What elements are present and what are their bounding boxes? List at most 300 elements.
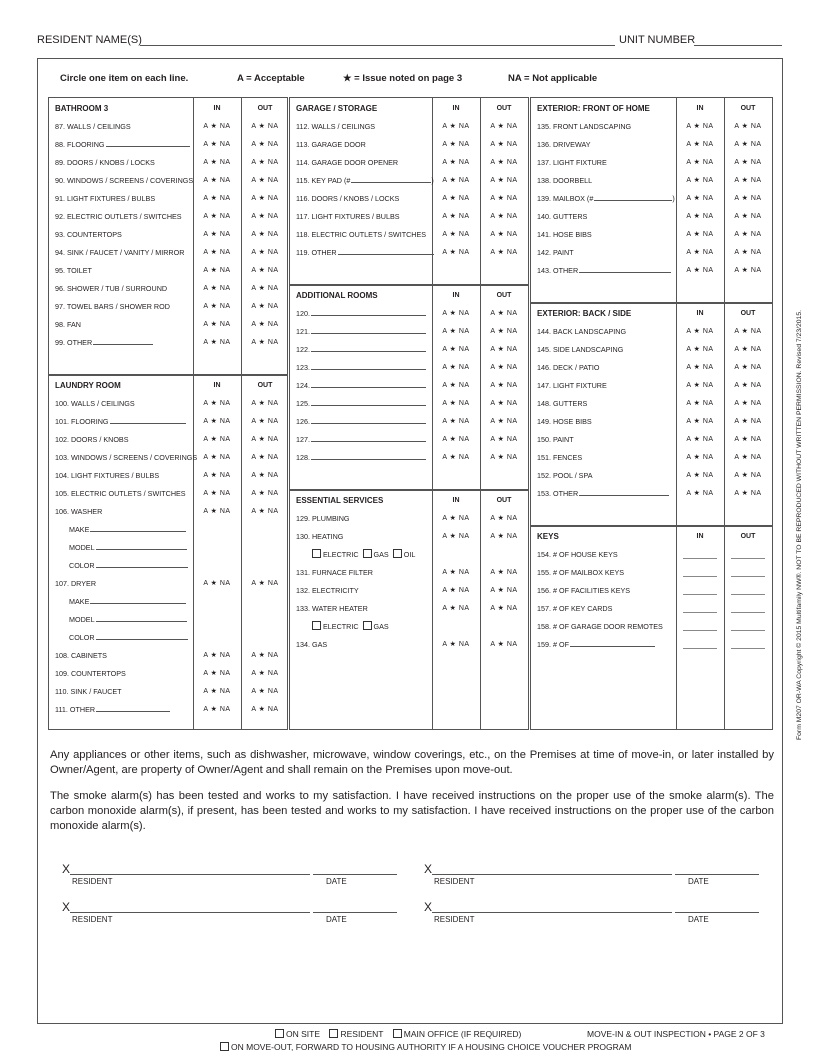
in-rating[interactable]: A ★ NA [442, 587, 470, 594]
write-in-line[interactable] [110, 414, 186, 424]
in-rating[interactable]: A ★ NA [442, 515, 470, 522]
section-divider [49, 374, 287, 376]
section-header [49, 377, 287, 395]
item-label: 151. FENCES [537, 453, 583, 462]
out-count-field[interactable] [731, 576, 765, 577]
out-rating[interactable]: A ★ NA [490, 364, 518, 371]
in-rating[interactable]: A ★ NA [686, 195, 714, 202]
in-rating[interactable]: A ★ NA [686, 231, 714, 238]
out-rating[interactable]: A ★ NA [251, 321, 279, 328]
write-in-line[interactable] [311, 396, 426, 406]
checklist-row [531, 118, 772, 136]
in-rating[interactable]: A ★ NA [442, 213, 470, 220]
in-rating[interactable]: A ★ NA [203, 249, 231, 256]
in-rating[interactable]: A ★ NA [686, 328, 714, 335]
item-label: 154. # OF HOUSE KEYS [537, 550, 618, 559]
option-label: GAS [373, 550, 389, 559]
item-label: 110. SINK / FAUCET [55, 687, 122, 696]
item-label: 104. LIGHT FIXTURES / BULBS [55, 471, 160, 480]
checklist-row [531, 582, 772, 600]
checklist-row [49, 413, 287, 431]
item-label: 119. OTHER [296, 244, 434, 262]
item-label: 128. [296, 449, 426, 467]
write-in-line[interactable] [351, 173, 431, 183]
item-label: 92. ELECTRIC OUTLETS / SWITCHES [55, 212, 182, 221]
checklist-row [531, 341, 772, 359]
item-label: 144. BACK LANDSCAPING [537, 327, 627, 336]
section-title: ESSENTIAL SERVICES [296, 496, 384, 505]
in-column-header: IN [452, 105, 460, 112]
write-in-line[interactable] [96, 558, 188, 568]
date-line[interactable] [313, 874, 397, 875]
out-rating[interactable]: A ★ NA [490, 454, 518, 461]
item-label: 106. WASHER [55, 507, 103, 516]
in-rating[interactable]: A ★ NA [686, 249, 714, 256]
in-rating[interactable]: A ★ NA [442, 346, 470, 353]
date-label: DATE [326, 915, 347, 924]
write-in-line[interactable] [311, 342, 426, 352]
out-count-field[interactable] [731, 630, 765, 631]
write-in-line[interactable] [96, 540, 187, 550]
in-rating[interactable]: A ★ NA [442, 382, 470, 389]
out-rating[interactable]: A ★ NA [734, 382, 762, 389]
resident-label: RESIDENT [72, 877, 113, 886]
item-label: 105. ELECTRIC OUTLETS / SWITCHES [55, 489, 186, 498]
out-rating[interactable]: A ★ NA [734, 141, 762, 148]
item-label: 109. COUNTERTOPS [55, 669, 126, 678]
in-rating[interactable]: A ★ NA [442, 249, 470, 256]
out-column-header: OUT [740, 533, 756, 540]
in-rating[interactable]: A ★ NA [442, 569, 470, 576]
write-in-line[interactable] [579, 263, 671, 273]
out-rating[interactable]: A ★ NA [251, 267, 279, 274]
main-office-label: MAIN OFFICE (IF REQUIRED) [403, 1029, 522, 1039]
resident-signature-line[interactable] [70, 874, 310, 875]
out-column-header: OUT [496, 497, 512, 504]
out-rating[interactable]: A ★ NA [734, 213, 762, 220]
checklist-row [49, 701, 287, 719]
out-rating[interactable]: A ★ NA [251, 706, 279, 713]
forward-checkbox[interactable] [220, 1042, 229, 1051]
in-rating[interactable]: A ★ NA [203, 141, 231, 148]
write-in-line[interactable] [90, 594, 186, 604]
in-rating[interactable]: A ★ NA [442, 123, 470, 130]
in-rating[interactable]: A ★ NA [203, 231, 231, 238]
write-in-line[interactable] [311, 306, 426, 316]
item-label: 155. # OF MAILBOX KEYS [537, 568, 625, 577]
item-label: 135. FRONT LANDSCAPING [537, 122, 632, 131]
out-rating[interactable]: A ★ NA [490, 605, 518, 612]
write-in-line[interactable] [93, 335, 153, 345]
out-rating[interactable]: A ★ NA [734, 159, 762, 166]
main-office-checkbox[interactable] [393, 1029, 402, 1038]
in-rating[interactable]: A ★ NA [442, 177, 470, 184]
option-checkbox[interactable] [363, 621, 372, 630]
write-in-line[interactable] [311, 450, 426, 460]
in-rating[interactable]: A ★ NA [203, 706, 231, 713]
out-rating[interactable]: A ★ NA [734, 123, 762, 130]
signature-x: X [424, 900, 433, 914]
item-label: 145. SIDE LANDSCAPING [537, 345, 624, 354]
in-rating[interactable]: A ★ NA [203, 436, 231, 443]
on-site-checkbox[interactable] [275, 1029, 284, 1038]
item-label: 112. WALLS / CEILINGS [296, 122, 376, 131]
out-rating[interactable]: A ★ NA [490, 123, 518, 130]
out-rating[interactable]: A ★ NA [734, 400, 762, 407]
item-label: 103. WINDOWS / SCREENS / COVERINGS [55, 453, 198, 462]
checklist-row [49, 154, 287, 172]
out-rating[interactable]: A ★ NA [251, 490, 279, 497]
item-label: 148. GUTTERS [537, 399, 588, 408]
resident-signature-line[interactable] [70, 912, 310, 913]
out-rating[interactable]: A ★ NA [251, 400, 279, 407]
in-rating[interactable]: A ★ NA [442, 533, 470, 540]
write-in-line[interactable] [96, 702, 170, 712]
in-rating[interactable]: A ★ NA [203, 670, 231, 677]
unit-number-label: UNIT NUMBER [619, 34, 696, 46]
write-in-line[interactable] [106, 137, 190, 147]
item-label: 138. DOORBELL [537, 176, 593, 185]
checklist-row [49, 298, 287, 316]
out-rating[interactable]: A ★ NA [490, 177, 518, 184]
out-rating[interactable]: A ★ NA [734, 436, 762, 443]
out-count-field[interactable] [731, 648, 765, 649]
in-rating[interactable]: A ★ NA [686, 364, 714, 371]
out-rating[interactable]: A ★ NA [490, 195, 518, 202]
in-rating[interactable]: A ★ NA [442, 141, 470, 148]
write-in-line[interactable] [311, 432, 426, 442]
item-label: 90. WINDOWS / SCREENS / COVERINGS [55, 176, 194, 185]
date-line[interactable] [313, 912, 397, 913]
out-rating[interactable]: A ★ NA [251, 123, 279, 130]
item-label: 93. COUNTERTOPS [55, 230, 122, 239]
in-rating[interactable]: A ★ NA [686, 454, 714, 461]
out-rating[interactable]: A ★ NA [734, 490, 762, 497]
item-label: 122. [296, 341, 426, 359]
in-rating[interactable]: A ★ NA [686, 159, 714, 166]
in-rating[interactable]: A ★ NA [686, 436, 714, 443]
checklist-row [290, 449, 528, 467]
item-label: 117. LIGHT FIXTURES / BULBS [296, 212, 400, 221]
out-rating[interactable]: A ★ NA [251, 303, 279, 310]
item-label: 156. # OF FACILITIES KEYS [537, 586, 631, 595]
out-rating[interactable]: A ★ NA [734, 267, 762, 274]
checklist-row [531, 600, 772, 618]
item-label: 124. [296, 377, 426, 395]
checklist-row [290, 118, 528, 136]
item-label [312, 618, 393, 636]
date-label: DATE [688, 877, 709, 886]
column-bathroom-laundry [48, 97, 288, 730]
in-rating[interactable]: A ★ NA [203, 285, 231, 292]
in-rating[interactable]: A ★ NA [686, 346, 714, 353]
in-rating[interactable]: A ★ NA [442, 364, 470, 371]
in-rating[interactable]: A ★ NA [203, 400, 231, 407]
checklist-row [290, 528, 528, 546]
in-rating[interactable]: A ★ NA [203, 418, 231, 425]
out-rating[interactable]: A ★ NA [251, 418, 279, 425]
write-in-line[interactable] [594, 191, 672, 201]
checklist-row [531, 485, 772, 503]
out-rating[interactable]: A ★ NA [490, 418, 518, 425]
in-rating[interactable]: A ★ NA [686, 382, 714, 389]
write-in-line[interactable] [90, 522, 186, 532]
item-label: 118. ELECTRIC OUTLETS / SWITCHES [296, 230, 427, 239]
item-label: 97. TOWEL BARS / SHOWER ROD [55, 302, 170, 311]
in-rating[interactable]: A ★ NA [203, 580, 231, 587]
out-rating[interactable]: A ★ NA [490, 346, 518, 353]
out-count-field[interactable] [731, 594, 765, 595]
date-line[interactable] [675, 874, 759, 875]
legend-issue: ★ = Issue noted on page 3 [343, 73, 463, 84]
in-rating[interactable]: A ★ NA [203, 195, 231, 202]
date-line[interactable] [675, 912, 759, 913]
in-rating[interactable]: A ★ NA [442, 159, 470, 166]
write-in-line[interactable] [311, 414, 426, 424]
item-label: 136. DRIVEWAY [537, 140, 591, 149]
out-rating[interactable]: A ★ NA [251, 472, 279, 479]
out-rating[interactable]: A ★ NA [490, 400, 518, 407]
checklist-row [531, 136, 772, 154]
item-label: 133. WATER HEATER [296, 604, 368, 613]
in-column-header: IN [696, 533, 704, 540]
item-label: 126. [296, 413, 426, 431]
out-rating[interactable]: A ★ NA [490, 569, 518, 576]
out-rating[interactable]: A ★ NA [490, 587, 518, 594]
item-label: 143. OTHER [537, 262, 671, 280]
unit-number-field[interactable] [694, 45, 782, 46]
in-count-field[interactable] [683, 576, 717, 577]
item-label: MODEL [69, 611, 187, 629]
out-rating[interactable]: A ★ NA [490, 436, 518, 443]
checklist-row [290, 582, 528, 600]
out-rating[interactable]: A ★ NA [490, 231, 518, 238]
in-rating[interactable]: A ★ NA [203, 472, 231, 479]
checklist-row [531, 154, 772, 172]
checklist-row [290, 190, 528, 208]
out-rating[interactable]: A ★ NA [490, 641, 518, 648]
in-rating[interactable]: A ★ NA [203, 159, 231, 166]
write-in-line[interactable] [338, 245, 434, 255]
checklist-row [290, 546, 528, 564]
option-checkbox[interactable] [312, 621, 321, 630]
out-rating[interactable]: A ★ NA [251, 436, 279, 443]
item-label: 113. GARAGE DOOR [296, 140, 366, 149]
in-rating[interactable]: A ★ NA [203, 303, 231, 310]
section-title: EXTERIOR: FRONT OF HOME [537, 104, 650, 113]
out-column-header: OUT [496, 105, 512, 112]
out-count-field[interactable] [731, 558, 765, 559]
in-rating[interactable]: A ★ NA [203, 339, 231, 346]
out-rating[interactable]: A ★ NA [251, 249, 279, 256]
out-rating[interactable]: A ★ NA [251, 285, 279, 292]
checklist-row [49, 503, 287, 521]
section-title: KEYS [537, 532, 559, 541]
write-in-line[interactable] [96, 612, 187, 622]
out-rating[interactable]: A ★ NA [490, 533, 518, 540]
in-rating[interactable]: A ★ NA [686, 123, 714, 130]
out-rating[interactable]: A ★ NA [734, 328, 762, 335]
option-checkbox[interactable] [393, 549, 402, 558]
checklist-row [531, 190, 772, 208]
item-label: 108. CABINETS [55, 651, 107, 660]
out-column-header: OUT [496, 292, 512, 299]
checklist-row [531, 377, 772, 395]
in-count-field[interactable] [683, 558, 717, 559]
out-rating[interactable]: A ★ NA [734, 177, 762, 184]
in-rating[interactable]: A ★ NA [442, 328, 470, 335]
footer-forward [220, 1042, 631, 1052]
forward-label: ON MOVE-OUT, FORWARD TO HOUSING AUTHORITY IF A HOUSING CHOICE VOUCHER PROGRAM [231, 1042, 632, 1052]
in-rating[interactable]: A ★ NA [686, 418, 714, 425]
in-rating[interactable]: A ★ NA [442, 195, 470, 202]
checklist-row [531, 359, 772, 377]
in-rating[interactable]: A ★ NA [203, 688, 231, 695]
out-rating[interactable]: A ★ NA [490, 310, 518, 317]
in-count-field[interactable] [683, 594, 717, 595]
out-rating[interactable]: A ★ NA [490, 159, 518, 166]
in-rating[interactable]: A ★ NA [203, 213, 231, 220]
out-rating[interactable]: A ★ NA [734, 346, 762, 353]
write-in-line[interactable] [570, 637, 655, 647]
appliances-paragraph: Any appliances or other items, such as dishwasher, microwave, window coverings, etc., on the Premises at time of move-in, or later installed by Owner/Agent, are property of Owner/Agent and shall remain on the Premises upon move-out. [50, 749, 774, 776]
in-rating[interactable]: A ★ NA [442, 436, 470, 443]
out-rating[interactable]: A ★ NA [251, 231, 279, 238]
out-rating[interactable]: A ★ NA [734, 454, 762, 461]
in-rating[interactable]: A ★ NA [686, 472, 714, 479]
item-label: COLOR [69, 557, 188, 575]
out-rating[interactable]: A ★ NA [251, 580, 279, 587]
checklist-row [290, 172, 528, 190]
out-rating[interactable]: A ★ NA [490, 382, 518, 389]
resident-names-label: RESIDENT NAME(S) [37, 34, 142, 46]
in-count-field[interactable] [683, 630, 717, 631]
resident-names-field[interactable] [140, 45, 615, 46]
in-count-field[interactable] [683, 612, 717, 613]
out-rating[interactable]: A ★ NA [251, 688, 279, 695]
item-label: 101. FLOORING [55, 413, 186, 431]
out-rating[interactable]: A ★ NA [734, 418, 762, 425]
item-label: 116. DOORS / KNOBS / LOCKS [296, 194, 400, 203]
in-rating[interactable]: A ★ NA [686, 177, 714, 184]
out-rating[interactable]: A ★ NA [490, 328, 518, 335]
out-rating[interactable]: A ★ NA [251, 670, 279, 677]
in-rating[interactable]: A ★ NA [203, 454, 231, 461]
resident-signature-line[interactable] [432, 912, 672, 913]
item-label: 107. DRYER [55, 579, 97, 588]
out-rating[interactable]: A ★ NA [734, 364, 762, 371]
checklist-row [49, 316, 287, 334]
section-header [49, 100, 287, 118]
in-rating[interactable]: A ★ NA [442, 231, 470, 238]
out-rating[interactable]: A ★ NA [490, 141, 518, 148]
checklist-row [531, 172, 772, 190]
out-rating[interactable]: A ★ NA [734, 249, 762, 256]
in-rating[interactable]: A ★ NA [203, 508, 231, 515]
in-rating[interactable]: A ★ NA [203, 123, 231, 130]
out-rating[interactable]: A ★ NA [490, 249, 518, 256]
footer-page-title: MOVE-IN & OUT INSPECTION • PAGE 2 OF 3 [587, 1029, 765, 1039]
out-rating[interactable]: A ★ NA [734, 472, 762, 479]
resident-signature-line[interactable] [432, 874, 672, 875]
resident-checkbox[interactable] [329, 1029, 338, 1038]
option-label: GAS [373, 622, 389, 631]
in-rating[interactable]: A ★ NA [686, 267, 714, 274]
in-rating[interactable]: A ★ NA [442, 605, 470, 612]
out-rating[interactable]: A ★ NA [251, 213, 279, 220]
item-label: 120. [296, 305, 426, 323]
in-count-field[interactable] [683, 648, 717, 649]
write-in-line[interactable] [311, 324, 426, 334]
out-count-field[interactable] [731, 612, 765, 613]
checklist-row [290, 262, 528, 280]
write-in-line[interactable] [311, 360, 426, 370]
checklist-row [49, 431, 287, 449]
out-rating[interactable]: A ★ NA [490, 213, 518, 220]
in-rating[interactable]: A ★ NA [686, 141, 714, 148]
checklist-row [290, 359, 528, 377]
out-rating[interactable]: A ★ NA [251, 652, 279, 659]
out-rating[interactable]: A ★ NA [734, 195, 762, 202]
write-in-line[interactable] [311, 378, 426, 388]
signature-x: X [62, 900, 71, 914]
item-label: 137. LIGHT FIXTURE [537, 158, 607, 167]
option-checkbox[interactable] [363, 549, 372, 558]
item-label: 99. OTHER [55, 334, 153, 352]
in-rating[interactable]: A ★ NA [442, 418, 470, 425]
in-rating[interactable]: A ★ NA [203, 490, 231, 497]
in-rating[interactable]: A ★ NA [203, 321, 231, 328]
option-checkbox[interactable] [312, 549, 321, 558]
signature-x: X [62, 862, 71, 876]
in-rating[interactable]: A ★ NA [442, 641, 470, 648]
in-column-header: IN [213, 105, 221, 112]
item-label: 123. [296, 359, 426, 377]
checklist-row [531, 618, 772, 636]
out-rating[interactable]: A ★ NA [734, 231, 762, 238]
item-label: 94. SINK / FAUCET / VANITY / MIRROR [55, 248, 185, 257]
in-rating[interactable]: A ★ NA [203, 177, 231, 184]
item-label: 127. [296, 431, 426, 449]
in-rating[interactable]: A ★ NA [442, 310, 470, 317]
out-rating[interactable]: A ★ NA [251, 159, 279, 166]
checklist-row [49, 244, 287, 262]
item-label: 158. # OF GARAGE DOOR REMOTES [537, 622, 663, 631]
checklist-row [49, 136, 287, 154]
checklist-row [49, 172, 287, 190]
out-rating[interactable]: A ★ NA [251, 454, 279, 461]
out-rating[interactable]: A ★ NA [490, 515, 518, 522]
write-in-line[interactable] [579, 486, 669, 496]
in-rating[interactable]: A ★ NA [686, 490, 714, 497]
write-in-line[interactable] [96, 630, 188, 640]
in-rating[interactable]: A ★ NA [442, 400, 470, 407]
in-rating[interactable]: A ★ NA [442, 454, 470, 461]
checklist-row [49, 118, 287, 136]
item-label: MODEL [69, 539, 187, 557]
out-rating[interactable]: A ★ NA [251, 177, 279, 184]
out-rating[interactable]: A ★ NA [251, 508, 279, 515]
in-rating[interactable]: A ★ NA [686, 400, 714, 407]
checklist-row [49, 611, 287, 629]
out-rating[interactable]: A ★ NA [251, 141, 279, 148]
in-rating[interactable]: A ★ NA [203, 267, 231, 274]
in-rating[interactable]: A ★ NA [203, 652, 231, 659]
out-rating[interactable]: A ★ NA [251, 339, 279, 346]
out-rating[interactable]: A ★ NA [251, 195, 279, 202]
in-rating[interactable]: A ★ NA [686, 213, 714, 220]
section-header [290, 100, 528, 118]
